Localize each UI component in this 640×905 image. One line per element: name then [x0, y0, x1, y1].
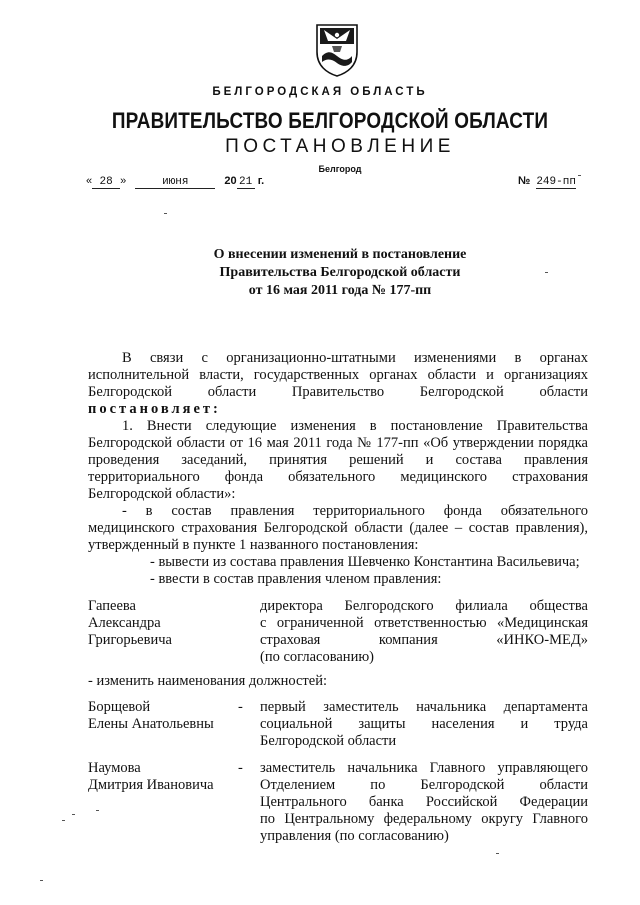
scan-speck: [545, 272, 548, 273]
text-line: проведения заседаний, принятия решений и состава правления: [88, 452, 588, 468]
text-line: с ограниченной ответственностью «Медицинская: [260, 615, 588, 631]
renamed-member-entry-1: [88, 699, 588, 754]
text-line: Белгородской области от 16 мая 2011 года № 177-пп «Об утверждении порядка: [88, 435, 588, 451]
scan-speck: [62, 820, 65, 821]
scan-speck: [72, 814, 75, 815]
rename-intro: [88, 673, 588, 690]
text-line: утвержденный в пункте 1 названного постановления:: [88, 537, 419, 553]
date-close-quote: »: [120, 175, 127, 187]
text-line: социальной защиты населения и труда: [260, 716, 588, 732]
date-year-prefix: 20: [224, 175, 237, 187]
member-position: [260, 760, 588, 845]
date-year-suffix: 21: [237, 176, 255, 189]
member-dash: -: [238, 699, 243, 715]
scan-speck: [164, 213, 167, 214]
region-name: БЕЛГОРОДСКАЯ ОБЛАСТЬ: [212, 86, 428, 98]
text-line: директора Белгородского филиала общества: [260, 598, 588, 614]
decree-number: [518, 175, 576, 188]
member-given-names: Елены Анатольевны: [88, 716, 214, 732]
added-member-entry: [88, 598, 588, 668]
text-line: Центрального банка Российской Федерации: [260, 794, 588, 810]
text-line: управления (по согласованию): [260, 828, 449, 844]
member-position: [260, 699, 588, 750]
member-name: [88, 760, 248, 794]
number-label: №: [518, 175, 531, 187]
member-surname: Борщевой: [88, 699, 151, 715]
coat-of-arms-emblem: [314, 22, 360, 78]
text-line: - изменить наименования должностей:: [88, 673, 327, 689]
text-line: исполнительной власти, государственных органах области и организациях: [88, 367, 588, 383]
text-line: Белгородской области Правительство Белгородской области: [88, 384, 588, 400]
title-line-2: Правительства Белгородской области: [219, 265, 461, 280]
text-line: Отделением по Белгородской области: [260, 777, 588, 793]
text-line: - в состав правления территориального фонда обязательного: [122, 503, 588, 519]
member-surname: Гапеева: [88, 598, 136, 614]
government-name: ПРАВИТЕЛЬСТВО БЕЛГОРОДСКОЙ ОБЛАСТИ: [111, 108, 549, 133]
member-name: [88, 598, 248, 649]
scan-speck: [96, 810, 99, 811]
text-line: Белгородской области: [260, 733, 397, 749]
text-line: страховая компания «ИНКО-МЕД»: [260, 632, 588, 648]
date-year-label: г.: [257, 175, 265, 187]
preamble-paragraph: [88, 350, 588, 418]
date-month: июня: [135, 176, 215, 189]
member-dash: -: [238, 760, 243, 776]
date-day: 28: [92, 176, 120, 189]
member-given-names: Александра Григорьевича: [88, 615, 172, 648]
text-line: территориального фонда обязательного медицинского страхования: [88, 469, 588, 485]
scan-speck: [40, 880, 43, 881]
text-line: Белгородской области»:: [88, 486, 236, 502]
date-open-quote: «: [86, 175, 93, 187]
document-type: ПОСТАНОВЛЕНИЕ: [225, 136, 455, 157]
text-line: - вывести из состава правления Шевченко Константина Васильевича;: [150, 554, 580, 570]
city-name: Белгород: [318, 164, 362, 174]
renamed-member-entry-2: [88, 760, 588, 850]
member-surname: Наумова: [88, 760, 141, 776]
text-line: первый заместитель начальника департамента: [260, 699, 588, 715]
title-line-3: от 16 мая 2011 года № 177-пп: [248, 283, 432, 298]
scan-speck: [578, 175, 581, 176]
remove-member-line: [88, 554, 588, 571]
member-given-names: Дмитрия Ивановича: [88, 777, 214, 793]
item-1-paragraph: [88, 418, 588, 503]
number-value: 249-пп: [536, 176, 576, 188]
text-line: 1. Внести следующие изменения в постановление Правительства: [122, 418, 588, 434]
member-name: [88, 699, 248, 733]
resolves-word: постановляет:: [88, 401, 221, 417]
decree-date: [86, 175, 264, 189]
text-line: заместитель начальника Главного управляющего: [260, 760, 588, 776]
board-composition-paragraph: [88, 503, 588, 554]
text-line: - ввести в состав правления членом правления:: [150, 571, 442, 587]
text-line: (по согласованию): [260, 649, 374, 665]
title-line-1: О внесении изменений в постановление: [213, 247, 467, 262]
text-line: медицинского страхования Белгородской области (далее – состав правления),: [88, 520, 588, 536]
decree-title: [0, 246, 640, 300]
text-line: по Центральному федеральному округу Главного: [260, 811, 588, 827]
add-member-intro: [88, 571, 588, 588]
text-line: В связи с организационно-штатными изменениями в органах: [122, 350, 588, 366]
member-position: [260, 598, 588, 666]
scan-speck: [496, 853, 499, 854]
